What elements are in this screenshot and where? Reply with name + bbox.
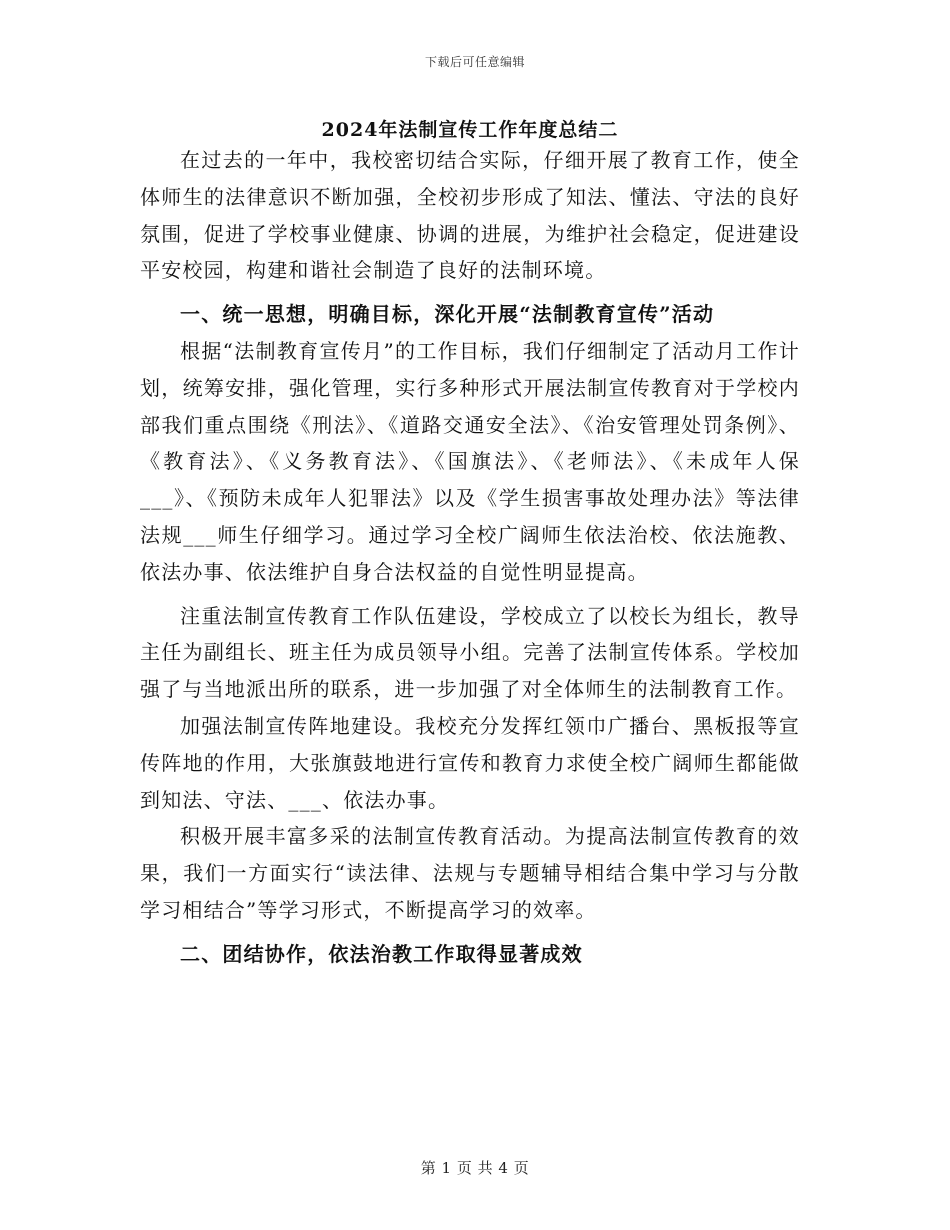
body-paragraph: 根据“法制教育宣传月”的工作目标，我们仔细制定了活动月工作计划，统筹安排，强化管理，实行多种形式开展法制宣传教育对于学校内部我们重点围绕《刑法》、《道路交通安全法》、《治安管理处罚条例》、《教育法》、《义务教育法》、《国旗法》、《老师法》、《未成年人保___》、《预防未成年人犯罪法》以及《学生损害事故处理办法》等法律法规___师生仔细学习。通过学习全校广阔师生依法治校、依法施教、依法办事、依法维护自身合法权益的自觉性明显提高。 (140, 338, 800, 584)
body-paragraph: 积极开展丰富多采的法制宣传教育活动。为提高法制宣传教育的效果，我们一方面实行“读法律、法规与专题辅导相结合集中学习与分散学习相结合”等学习形式，不断提高学习的效率。 (140, 824, 800, 922)
body-paragraph: 注重法制宣传教育工作队伍建设，学校成立了以校长为组长，教导主任为副组长、班主任为成员领导小组。完善了法制宣传体系。学校加强了与当地派出所的联系，进一步加强了对全体师生的法制教育工作。 (140, 603, 800, 702)
body-paragraph: 加强法制宣传阵地建设。我校充分发挥红领巾广播台、黑板报等宣传阵地的作用，大张旗鼓地进行宣传和教育力求使全校广阔师生都能做到知法、守法、___、依法办事。 (140, 713, 800, 812)
section-heading-2: 二、团结协作，依法治教工作取得显著成效 (180, 941, 583, 966)
intro-paragraph: 在过去的一年中，我校密切结合实际，仔细开展了教育工作，使全体师生的法律意识不断加强，全校初步形成了知法、懂法、守法的良好氛围，促进了学校事业健康、协调的进展，为维护社会稳定，促进建设平安校园，构建和谐社会制造了良好的法制环境。 (140, 148, 800, 283)
document-title: 2024年法制宣传工作年度总结二 (321, 119, 619, 141)
document-body (140, 142, 800, 973)
page-number: 第 1 页 共 4 页 (420, 1159, 530, 1177)
section-heading-1: 一、统一思想，明确目标，深化开展“法制教育宣传”活动 (180, 302, 715, 327)
header-note: 下载后可任意编辑 (424, 55, 525, 69)
